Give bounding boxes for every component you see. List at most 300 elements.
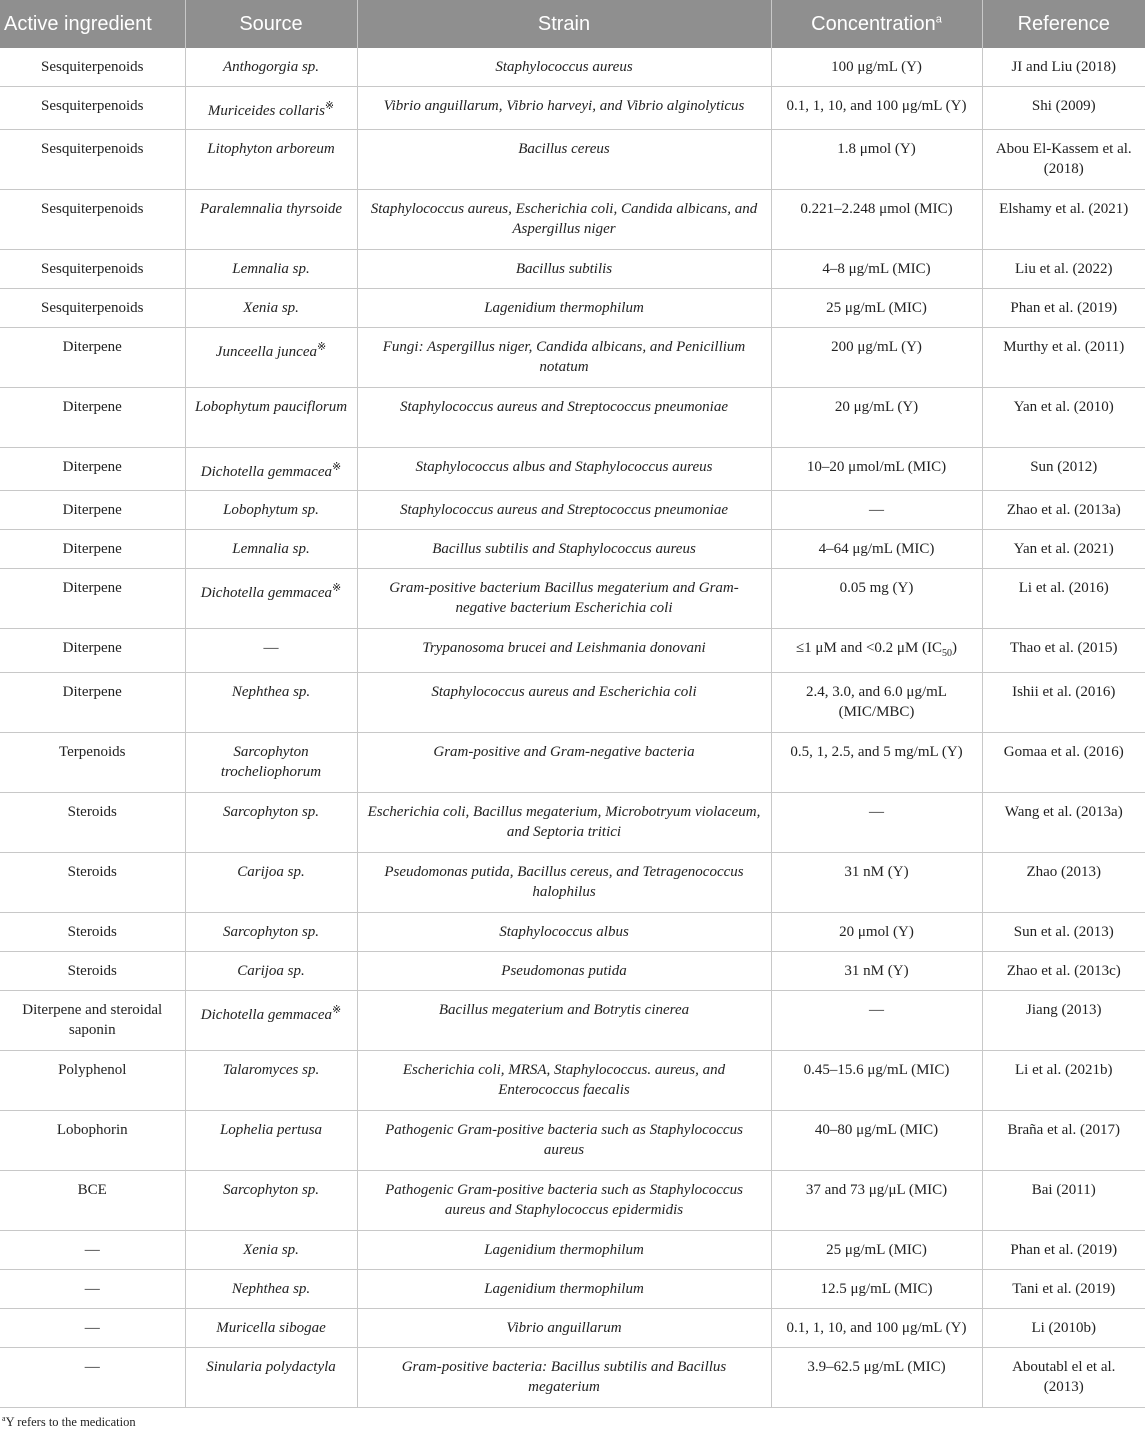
cell-reference [982,793,1145,853]
table-row [0,250,1145,289]
footnote [0,1408,1145,1436]
cell-strain [357,991,771,1051]
cell-source-text: Talaromyces sp. [222,1062,320,1078]
cell-strain [357,328,771,388]
cell-active-ingredient [0,793,185,853]
cell-active-ingredient [0,991,185,1051]
cell-reference [982,87,1145,130]
source-mark: ※ [332,582,342,594]
table-body [0,48,1145,1408]
cell-active-ingredient-text: — [84,1281,100,1297]
cell-source [185,1348,357,1408]
cell-reference-text: Li et al. (2016) [1018,580,1109,596]
cell-strain-text: Pseudomonas putida [501,963,627,979]
cell-reference [982,530,1145,569]
cell-source [185,1309,357,1348]
cell-reference-text: Sun (2012) [1030,459,1098,475]
cell-concentration [771,250,982,289]
cell-source-text: Lobophytum sp. [223,502,319,518]
cell-strain [357,569,771,629]
cell-strain [357,491,771,530]
cell-concentration-text: 1.8 μmol (Y) [837,141,916,157]
cell-strain [357,48,771,87]
cell-source [185,448,357,491]
cell-reference-text: Bai (2011) [1031,1182,1096,1198]
cell-strain [357,673,771,733]
cell-strain-text: Fungi: Aspergillus niger, Candida albicans, and Penicillium notatum [382,339,746,375]
cell-strain-text: Staphylococcus aureus and Streptococcus pneumoniae [400,502,728,518]
cell-reference-text: Zhao et al. (2013a) [1006,502,1121,518]
cell-strain-text: Escherichia coli, Bacillus megaterium, Microbotryum violaceum, and Septoria tritici [367,804,761,840]
cell-reference [982,289,1145,328]
cell-active-ingredient-text: Terpenoids [59,744,126,760]
cell-reference-text: Murthy et al. (2011) [1003,339,1125,355]
cell-concentration-text: 31 nM (Y) [844,864,909,880]
cell-source [185,1111,357,1171]
cell-reference [982,328,1145,388]
cell-concentration-text: 37 and 73 μg/μL (MIC) [805,1182,948,1198]
cell-source [185,48,357,87]
cell-active-ingredient-text: Sesquiterpenoids [41,261,144,277]
cell-strain-text: Bacillus subtilis and Staphylococcus aureus [432,541,696,557]
cell-reference [982,569,1145,629]
cell-active-ingredient-text: Diterpene and steroidal saponin [22,1002,163,1038]
cell-active-ingredient-text: Sesquiterpenoids [41,98,144,114]
table-row [0,991,1145,1051]
cell-source-text: Nephthea sp. [231,684,311,700]
cell-strain [357,1051,771,1111]
cell-active-ingredient-text: Sesquiterpenoids [41,300,144,316]
cell-reference [982,1231,1145,1270]
cell-active-ingredient-text: — [84,1359,100,1375]
table-row [0,673,1145,733]
cell-concentration [771,673,982,733]
cell-concentration-text: 25 μg/mL (MIC) [826,1242,927,1258]
table-row [0,913,1145,952]
cell-active-ingredient [0,491,185,530]
cell-concentration [771,289,982,328]
cell-active-ingredient-text: Sesquiterpenoids [41,201,144,217]
cell-active-ingredient-text: Diterpene [62,339,122,355]
cell-active-ingredient [0,952,185,991]
cell-concentration [771,1171,982,1231]
cell-concentration-text: 20 μg/mL (Y) [834,399,919,415]
cell-strain [357,1171,771,1231]
cell-strain-text: Lagenidium thermophilum [484,300,644,316]
cell-reference-text: Phan et al. (2019) [1010,300,1118,316]
cell-concentration-text: — [869,804,884,820]
table-row [0,793,1145,853]
cell-active-ingredient-text: Steroids [67,804,117,820]
cell-concentration [771,388,982,448]
cell-source [185,991,357,1051]
cell-source-text: Carijoa sp. [237,963,305,979]
cell-concentration [771,1270,982,1309]
cell-concentration [771,1309,982,1348]
cell-concentration [771,1051,982,1111]
table-row [0,629,1145,673]
header-reference: Reference [982,0,1145,48]
cell-source-text: Dichotella gemmacea [200,1007,332,1023]
cell-reference [982,991,1145,1051]
table-row [0,448,1145,491]
cell-reference-text: Sun et al. (2013) [1013,924,1114,940]
cell-strain-text: Escherichia coli, MRSA, Staphylococcus. aureus, and Enterococcus faecalis [402,1062,726,1098]
cell-active-ingredient-text: — [84,1242,100,1258]
cell-strain [357,1111,771,1171]
cell-reference-text: Thao et al. (2015) [1010,640,1118,656]
table-row [0,952,1145,991]
table-row [0,1111,1145,1171]
table-row [0,1171,1145,1231]
cell-concentration [771,733,982,793]
cell-concentration [771,87,982,130]
table-row [0,1270,1145,1309]
table-row [0,1309,1145,1348]
cell-concentration [771,991,982,1051]
cell-active-ingredient [0,1111,185,1171]
cell-strain-text: Trypanosoma brucei and Leishmania donovani [422,640,706,656]
cell-source [185,1270,357,1309]
cell-concentration-text: — [869,502,884,518]
header-strain: Strain [357,0,771,48]
cell-reference [982,491,1145,530]
cell-active-ingredient-text: BCE [77,1182,107,1198]
cell-active-ingredient-text: Diterpene [62,502,122,518]
cell-active-ingredient-text: Diterpene [62,399,122,415]
cell-strain-text: Staphylococcus albus [499,924,629,940]
cell-reference-text: Zhao (2013) [1026,864,1102,880]
cell-concentration [771,952,982,991]
cell-reference [982,250,1145,289]
cell-reference [982,853,1145,913]
cell-strain [357,853,771,913]
cell-source [185,673,357,733]
cell-reference-text: Ishii et al. (2016) [1012,684,1116,700]
cell-active-ingredient-text: Diterpene [62,640,122,656]
cell-active-ingredient-text: Diterpene [62,541,122,557]
cell-concentration-text: 20 μmol (Y) [839,924,914,940]
cell-source-text: Anthogorgia sp. [222,59,320,75]
cell-strain-text: Pathogenic Gram-positive bacteria such as Staphylococcus aureus [385,1122,743,1158]
table-row [0,87,1145,130]
cell-active-ingredient [0,87,185,130]
cell-active-ingredient-text: Steroids [67,924,117,940]
cell-strain-text: Lagenidium thermophilum [484,1242,644,1258]
cell-reference [982,1171,1145,1231]
cell-strain [357,388,771,448]
cell-source [185,491,357,530]
cell-source [185,190,357,250]
footnote-mark: a [2,1414,6,1423]
cell-reference-text: Abou El-Kassem et al. (2018) [995,141,1132,177]
cell-concentration-text: 100 μg/mL (Y) [831,59,922,75]
table-row [0,1348,1145,1408]
cell-concentration [771,328,982,388]
header-row [0,0,1145,48]
table-row [0,733,1145,793]
cell-strain [357,913,771,952]
cell-concentration [771,448,982,491]
table-row [0,1231,1145,1270]
cell-active-ingredient [0,1348,185,1408]
cell-active-ingredient [0,388,185,448]
cell-strain-text: Vibrio anguillarum, Vibrio harveyi, and Vibrio alginolyticus [383,98,745,114]
cell-source-text: Sinularia polydactyla [206,1359,336,1375]
table-row [0,491,1145,530]
cell-strain [357,130,771,190]
cell-concentration-text: 0.45–15.6 μg/mL (MIC) [803,1062,950,1078]
cell-reference-text: Gomaa et al. (2016) [1003,744,1124,760]
cell-source [185,952,357,991]
cell-active-ingredient-text: Diterpene [62,459,122,475]
cell-active-ingredient [0,913,185,952]
cell-concentration-text: 0.1, 1, 10, and 100 μg/mL (Y) [786,1320,967,1336]
table-row [0,130,1145,190]
header-concentration-note: a [935,12,942,25]
cell-reference [982,629,1145,673]
cell-concentration [771,569,982,629]
cell-active-ingredient [0,328,185,388]
cell-active-ingredient [0,190,185,250]
cell-source [185,130,357,190]
cell-strain [357,289,771,328]
cell-source [185,733,357,793]
cell-concentration [771,130,982,190]
cell-source [185,328,357,388]
cell-reference [982,1348,1145,1408]
cell-strain-text: Gram-positive bacteria: Bacillus subtilis and Bacillus megaterium [401,1359,727,1395]
cell-source-text: Lemnalia sp. [232,541,310,557]
cell-strain-text: Staphylococcus aureus and Escherichia coli [431,684,697,700]
cell-active-ingredient [0,48,185,87]
cell-strain-text: Vibrio anguillarum [506,1320,622,1336]
cell-reference [982,1309,1145,1348]
cell-source-text: Junceella juncea [215,344,317,360]
cell-active-ingredient-text: Steroids [67,864,117,880]
cell-source-text: Xenia sp. [243,300,299,316]
cell-source-text: Dichotella gemmacea [200,585,332,601]
header-concentration [771,0,982,48]
cell-source-text: Paralemnalia thyrsoide [199,201,343,217]
cell-reference-text: Phan et al. (2019) [1010,1242,1118,1258]
table-row [0,569,1145,629]
cell-strain [357,1231,771,1270]
cell-source-text: Muricella sibogae [216,1320,326,1336]
cell-reference [982,1051,1145,1111]
table-row [0,190,1145,250]
cell-reference-text: Braña et al. (2017) [1007,1122,1120,1138]
cell-source-text: Muriceides collaris [207,103,325,119]
source-mark: ※ [332,1004,342,1016]
cell-reference-text: Wang et al. (2013a) [1004,804,1123,820]
cell-concentration-text: 4–64 μg/mL (MIC) [818,541,935,557]
cell-source [185,1171,357,1231]
cell-strain-text: Pseudomonas putida, Bacillus cereus, and Tetragenococcus halophilus [384,864,744,900]
cell-reference [982,673,1145,733]
cell-concentration-text: 2.4, 3.0, and 6.0 μg/mL (MIC/MBC) [806,684,947,720]
cell-concentration [771,853,982,913]
header-active-ingredient: Active ingredient [0,0,185,48]
cell-source [185,530,357,569]
cell-active-ingredient-text: Polyphenol [58,1062,127,1078]
cell-active-ingredient-text: Lobophorin [56,1122,128,1138]
cell-concentration-text: 3.9–62.5 μg/mL (MIC) [807,1359,946,1375]
cell-source-text: Xenia sp. [243,1242,299,1258]
table-row [0,289,1145,328]
cell-source [185,793,357,853]
table-row [0,530,1145,569]
cell-strain-text: Bacillus subtilis [515,261,613,277]
cell-active-ingredient [0,289,185,328]
table-row [0,48,1145,87]
cell-concentration [771,913,982,952]
cell-source-text: Lophelia pertusa [219,1122,323,1138]
cell-reference [982,733,1145,793]
cell-reference [982,388,1145,448]
cell-reference [982,190,1145,250]
cell-concentration [771,1348,982,1408]
footnote-text: Y refers to the medication [5,1415,136,1430]
cell-source-text: Carijoa sp. [237,864,305,880]
cell-concentration-text: ≤1 μM and <0.2 μM $(IC_{50})$ [795,640,958,659]
cell-concentration [771,48,982,87]
cell-strain [357,250,771,289]
cell-active-ingredient [0,530,185,569]
cell-concentration [771,530,982,569]
cell-concentration-text: — [869,1002,884,1018]
cell-source [185,289,357,328]
cell-active-ingredient [0,1171,185,1231]
source-mark: ※ [316,341,327,353]
cell-strain [357,793,771,853]
cell-active-ingredient-text: Sesquiterpenoids [41,141,144,157]
cell-reference-text: Yan et al. (2010) [1013,399,1114,415]
cell-strain [357,1309,771,1348]
cell-concentration [771,629,982,673]
cell-source-text: Lemnalia sp. [232,261,310,277]
cell-source-text: Sarcophyton sp. [222,1182,320,1198]
cell-reference-text: Shi (2009) [1031,98,1096,114]
cell-reference-text: Aboutabl el et al. (2013) [1012,1359,1116,1395]
cell-active-ingredient [0,130,185,190]
cell-active-ingredient-text: — [84,1320,100,1336]
cell-concentration-text: 4–8 μg/mL (MIC) [822,261,931,277]
cell-reference [982,1270,1145,1309]
table-row [0,853,1145,913]
table-row [0,388,1145,448]
cell-strain [357,733,771,793]
cell-source-text: Dichotella gemmacea [200,464,332,480]
cell-reference [982,130,1145,190]
cell-source-text: Litophyton arboreum [207,141,335,157]
cell-concentration-text: 25 μg/mL (MIC) [826,300,927,316]
cell-concentration-text: 0.1, 1, 10, and 100 μg/mL (Y) [786,98,967,114]
cell-strain-text: Staphylococcus aureus, Escherichia coli, Candida albicans, and Aspergillus niger [370,201,758,237]
cell-strain [357,952,771,991]
cell-source-text: Sarcophyton sp. [222,804,320,820]
cell-concentration [771,1231,982,1270]
cell-source [185,569,357,629]
cell-strain-text: Gram-positive and Gram-negative bacteria [433,744,695,760]
cell-active-ingredient [0,1309,185,1348]
table-row [0,1051,1145,1111]
cell-reference-text: Elshamy et al. (2021) [999,201,1129,217]
cell-strain-text: Bacillus megaterium and Botrytis cinerea [438,1002,690,1018]
cell-concentration [771,793,982,853]
cell-reference-text: Yan et al. (2021) [1013,541,1114,557]
cell-concentration [771,491,982,530]
source-mark: ※ [324,100,335,112]
cell-reference-text: Jiang (2013) [1026,1002,1102,1018]
cell-reference-text: Li (2010b) [1031,1320,1097,1336]
cell-strain-text: Pathogenic Gram-positive bacteria such as Staphylococcus aureus and Staphylococcus epidermidis [385,1182,743,1218]
cell-concentration [771,1111,982,1171]
cell-active-ingredient [0,448,185,491]
cell-concentration-text: 31 nM (Y) [844,963,909,979]
cell-strain-text: Staphylococcus albus and Staphylococcus aureus [415,459,713,475]
cell-reference [982,448,1145,491]
cell-active-ingredient-text: Diterpene [62,684,122,700]
cell-source [185,1231,357,1270]
cell-source [185,250,357,289]
cell-concentration-text: 0.5, 1, 2.5, and 5 mg/mL (Y) [790,744,963,760]
cell-source-text: Nephthea sp. [231,1281,311,1297]
cell-concentration-text: 40–80 μg/mL (MIC) [814,1122,939,1138]
cell-active-ingredient [0,1231,185,1270]
cell-active-ingredient [0,853,185,913]
cell-strain [357,190,771,250]
cell-active-ingredient [0,673,185,733]
cell-source [185,913,357,952]
cell-strain-text: Lagenidium thermophilum [484,1281,644,1297]
cell-active-ingredient [0,629,185,673]
cell-reference [982,952,1145,991]
cell-active-ingredient [0,1051,185,1111]
cell-strain-text: Bacillus cereus [518,141,610,157]
cell-strain-text: Staphylococcus aureus and Streptococcus pneumoniae [400,399,728,415]
cell-source-text: Lobophytum pauciflorum [194,399,348,415]
cell-strain [357,87,771,130]
cell-concentration-text: 12.5 μg/mL (MIC) [820,1281,933,1297]
cell-strain [357,1348,771,1408]
cell-active-ingredient [0,569,185,629]
cell-source [185,87,357,130]
header-concentration-label: Concentration [811,12,936,35]
cell-source [185,853,357,913]
cell-strain [357,448,771,491]
cell-reference-text: Zhao et al. (2013c) [1006,963,1121,979]
cell-reference-text: Tani et al. (2019) [1012,1281,1116,1297]
cell-source-text: Sarcophyton trocheliophorum [220,744,322,780]
cell-source [185,629,357,673]
cell-reference-text: JI and Liu (2018) [1011,59,1117,75]
cell-strain [357,1270,771,1309]
cell-reference-text: Liu et al. (2022) [1015,261,1113,277]
cell-strain [357,629,771,673]
cell-active-ingredient [0,250,185,289]
cell-source-text: Sarcophyton sp. [222,924,320,940]
cell-reference [982,48,1145,87]
cell-active-ingredient-text: Diterpene [62,580,122,596]
cell-source [185,388,357,448]
cell-active-ingredient-text: Sesquiterpenoids [41,59,144,75]
cell-concentration-text: 10–20 μmol/mL (MIC) [806,459,947,475]
cell-concentration [771,190,982,250]
table-row [0,328,1145,388]
cell-reference-text: Li et al. (2021b) [1015,1062,1113,1078]
cell-active-ingredient [0,733,185,793]
